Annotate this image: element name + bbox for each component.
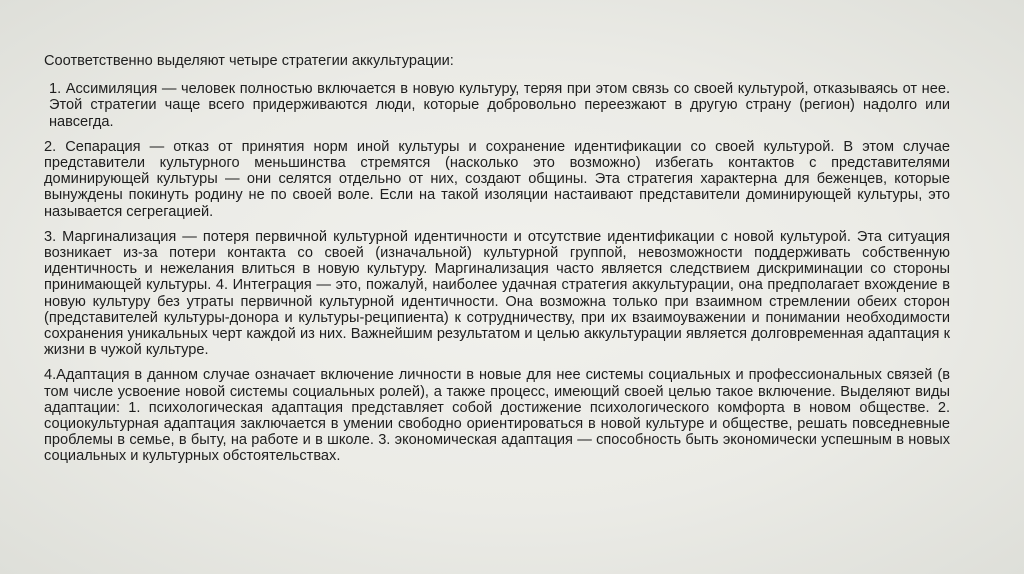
slide-text-body: [44, 53, 950, 474]
paragraph-separation: 2. Сепарация — отказ от принятия норм иной культуры и сохранение идентификации со своей культурой. В этом случае представители культурного меньшинства стремятся (насколько это возможно) избегать контактов с представителями доминирующей культуры — они селятся отдельно от них, создают общины. Эта стратегия характерна для беженцев, которые вынуждены покинуть родину не по своей воле. Если на такой изоляции настаивают представители доминирующей культуры, это называется сегрегацией.: [44, 138, 950, 220]
paragraph-adaptation: 4.Адаптация в данном случае означает включение личности в новые для нее системы социальных и профессиональных связей (в том числе усвоение новой системы социальных ролей), а также процесс, имеющий своей целью такое включение. Выделяют виды адаптации: 1. психологическая адаптация представляет собой достижение психологического комфорта в новом обществе. 2. социокультурная адаптация заключается в умении свободно ориентироваться в новой культуре и обществе, решать повседневные проблемы в семье, в быту, на работе и в школе. 3. экономическая адаптация — способность быть экономически успешным в новых социальных и культурных обстоятельствах.: [44, 367, 950, 465]
intro-line: Соответственно выделяют четыре стратегии аккультурации:: [44, 53, 454, 69]
paragraph-assimilation: 1. Ассимиляция — человек полностью включается в новую культуру, теряя при этом связь со своей культурой, отказываясь от нее. Этой стратегии чаще всего придерживаются люди, которые добровольно переезжают в другую страну (регион) надолго или навсегда.: [49, 81, 950, 130]
paragraph-marginalization-integration: 3. Маргинализация — потеря первичной культурной идентичности и отсутствие идентификации с новой культурой. Эта ситуация возникает из-за потери контакта со своей (изначальной) культурной группой, невозможности поддерживать собственную идентичность и нежелания влиться в новую культуру. Маргинализация часто является следствием дискриминации со стороны принимающей культуры. 4. Интеграция — это, пожалуй, наиболее удачная стратегия аккультурации, она предполагает вхождение в новую культуру без утраты первичной культурной идентичности. Она возможна только при взаимном стремлении обеих сторон (представителей культуры-донора и культуры-реципиента) к сотрудничеству, при их взаимоуважении и понимании необходимости сохранения уникальных черт каждой из них. Важнейшим результатом и целью аккультурации является долговременная адаптация к жизни в чужой культуре.: [44, 228, 950, 359]
